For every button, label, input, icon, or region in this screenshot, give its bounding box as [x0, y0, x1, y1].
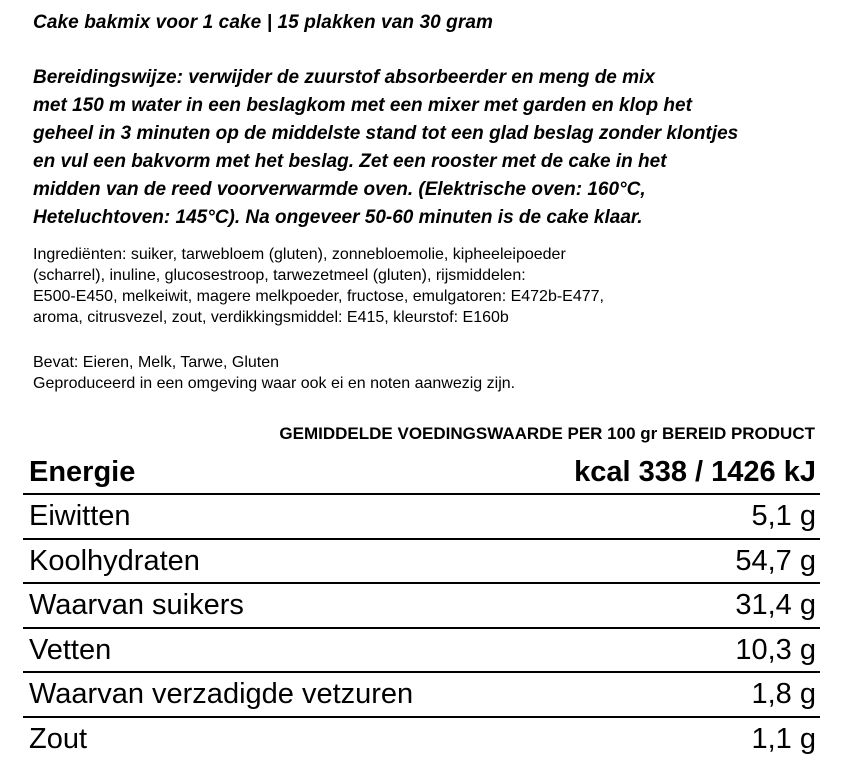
nutrition-heading: GEMIDDELDE VOEDINGSWAARDE PER 100 gr BEREID PRODUCT [279, 424, 815, 444]
nutrition-row-koolhydraten [23, 540, 820, 585]
ingredients-line: aroma, citrusvezel, zout, verdikkingsmiddel: E415, kleurstof: E160b [33, 307, 793, 328]
nutrition-label: Vetten [29, 629, 111, 671]
nutrition-label: Koolhydraten [29, 540, 200, 582]
ingredients-list [33, 244, 793, 328]
nutrition-row-suikers [23, 584, 820, 629]
allergen-info [33, 352, 793, 394]
preparation-line: geheel in 3 minuten op de middelste stand tot een glad beslag zonder klontjes [33, 120, 833, 148]
nutrition-value: kcal 338 / 1426 kJ [574, 451, 816, 493]
preparation-line: Bereidingswijze: verwijder de zuurstof absorbeerder en meng de mix [33, 64, 833, 92]
preparation-line: en vul een bakvorm met het beslag. Zet een rooster met de cake in het [33, 148, 833, 176]
nutrition-label: Energie [29, 451, 135, 493]
preparation-line: met 150 m water in een beslagkom met een mixer met garden en klop het [33, 92, 833, 120]
preparation-instructions [33, 64, 833, 232]
nutrition-row-verzadigde-vetzuren [23, 673, 820, 718]
nutrition-row-eiwitten [23, 495, 820, 540]
nutrition-label: Waarvan suikers [29, 584, 244, 626]
nutrition-table [23, 450, 820, 760]
nutrition-value: 5,1 g [752, 495, 817, 537]
nutrition-value: 1,1 g [752, 718, 817, 760]
allergens-environment: Geproduceerd in een omgeving waar ook ei en noten aanwezig zijn. [33, 373, 793, 394]
preparation-line: Heteluchtoven: 145°C). Na ongeveer 50-60 minuten is de cake klaar. [33, 204, 833, 232]
nutrition-row-vetten [23, 629, 820, 674]
ingredients-line: (scharrel), inuline, glucosestroop, tarwezetmeel (gluten), rijsmiddelen: [33, 265, 793, 286]
nutrition-value: 31,4 g [735, 584, 816, 626]
ingredients-line: Ingrediënten: suiker, tarwebloem (gluten), zonnebloemolie, kipheeleipoeder [33, 244, 793, 265]
nutrition-label: Zout [29, 718, 87, 760]
allergens-contains: Bevat: Eieren, Melk, Tarwe, Gluten [33, 352, 793, 373]
product-header: Cake bakmix voor 1 cake | 15 plakken van 30 gram [33, 12, 493, 34]
nutrition-value: 54,7 g [735, 540, 816, 582]
nutrition-value: 1,8 g [752, 673, 817, 715]
nutrition-label: Waarvan verzadigde vetzuren [29, 673, 413, 715]
preparation-line: midden van de reed voorverwarmde oven. (Elektrische oven: 160°C, [33, 176, 833, 204]
nutrition-row-energie [23, 450, 820, 495]
ingredients-line: E500-E450, melkeiwit, magere melkpoeder, fructose, emulgatoren: E472b-E477, [33, 286, 793, 307]
nutrition-value: 10,3 g [735, 629, 816, 671]
nutrition-label: Eiwitten [29, 495, 131, 537]
